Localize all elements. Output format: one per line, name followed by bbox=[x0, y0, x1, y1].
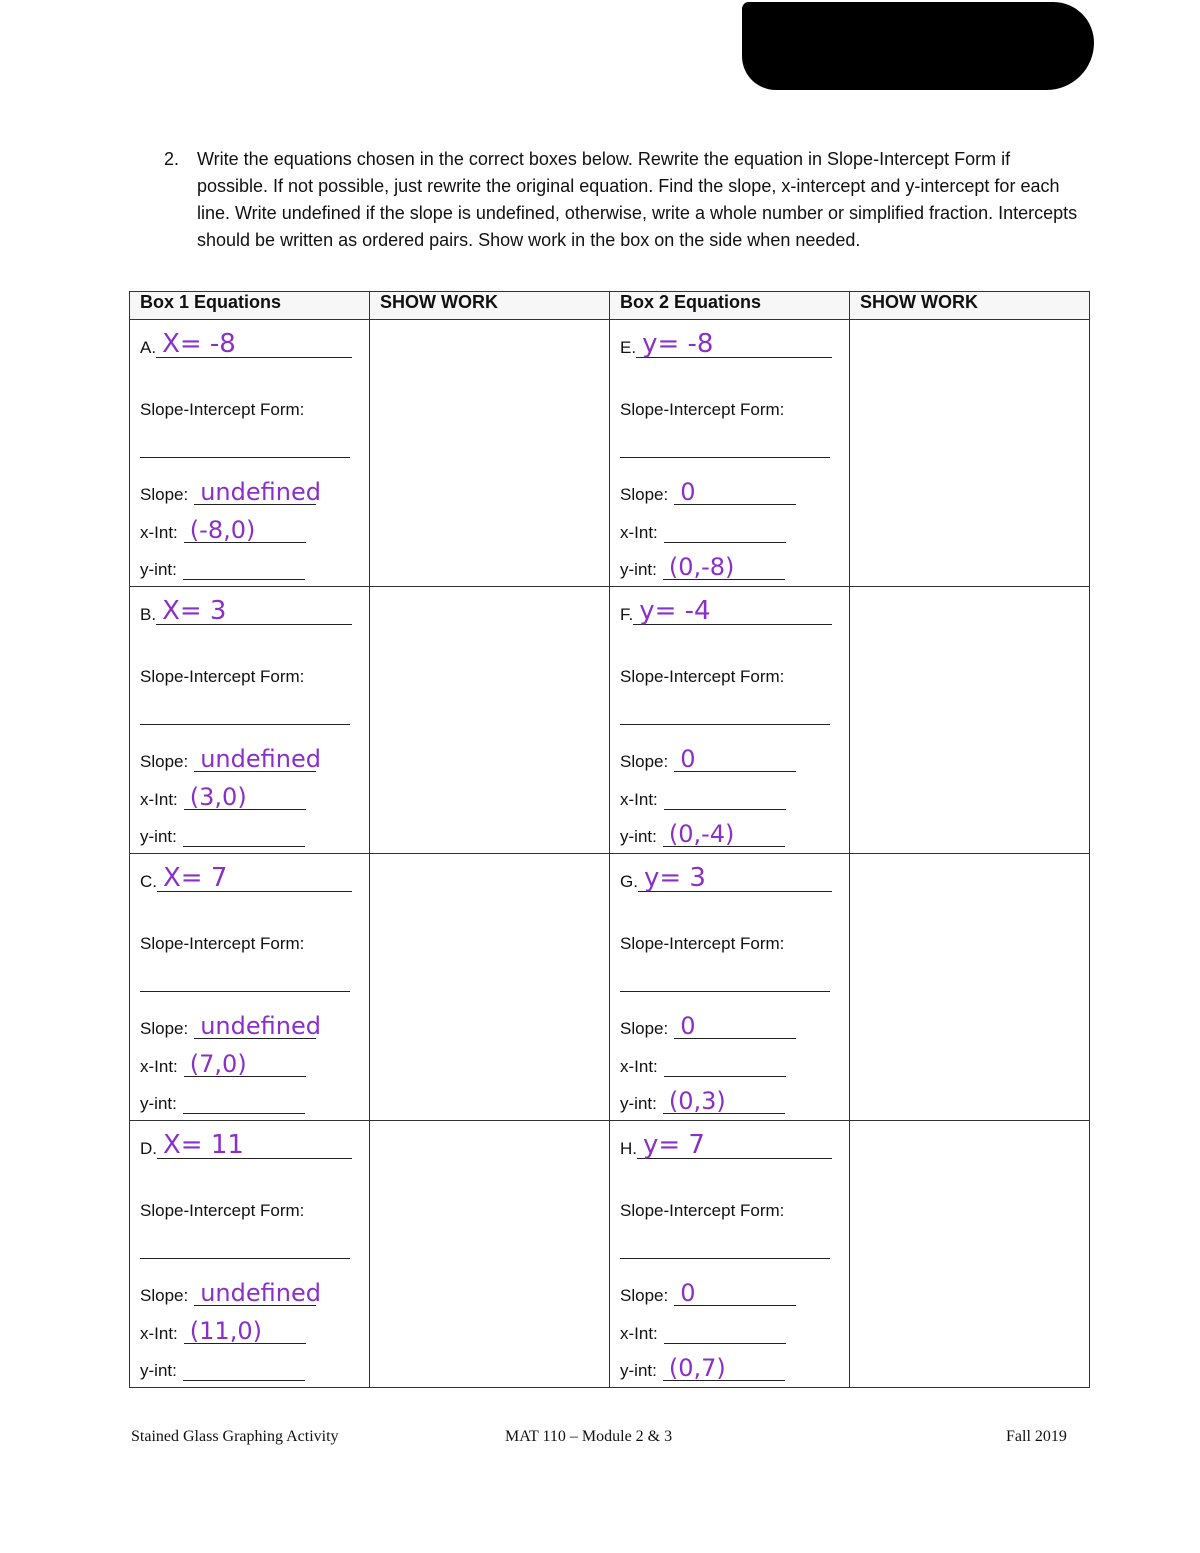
show-work-cell[interactable] bbox=[850, 1121, 1090, 1388]
xint-blank bbox=[664, 1317, 786, 1344]
equation-blank bbox=[637, 1130, 832, 1159]
yint-blank bbox=[183, 820, 305, 847]
xint-field bbox=[620, 1317, 786, 1344]
equation-blank bbox=[638, 863, 832, 892]
handwritten-slope: 0 bbox=[680, 1279, 696, 1307]
slope-intercept-blank bbox=[140, 724, 350, 725]
slope-label: Slope: bbox=[140, 1019, 189, 1038]
xint-field bbox=[620, 516, 786, 543]
box1-cell bbox=[130, 320, 370, 587]
yint-label: y-int: bbox=[140, 827, 177, 846]
handwritten-xint: (11,0) bbox=[189, 1317, 262, 1345]
question-number: 2. bbox=[164, 149, 180, 169]
yint-field bbox=[140, 553, 305, 580]
slope-label: Slope: bbox=[620, 752, 669, 771]
xint-label: x-Int: bbox=[140, 523, 178, 542]
equation-blank bbox=[156, 596, 352, 625]
slope-blank bbox=[194, 478, 321, 506]
slope-intercept-label: Slope-Intercept Form: bbox=[140, 400, 305, 419]
slope-intercept-label: Slope-Intercept Form: bbox=[140, 667, 305, 686]
header-box2: Box 2 Equations bbox=[610, 292, 850, 320]
table-row bbox=[130, 587, 1090, 854]
slope-blank bbox=[674, 745, 796, 772]
slope-intercept-label: Slope-Intercept Form: bbox=[140, 934, 305, 953]
slope-label: Slope: bbox=[620, 1019, 669, 1038]
xint-blank bbox=[184, 783, 306, 810]
handwritten-xint: (3,0) bbox=[189, 783, 247, 811]
xint-label: x-Int: bbox=[620, 790, 658, 809]
slope-intercept-blank bbox=[140, 457, 350, 458]
yint-label: y-int: bbox=[620, 1094, 657, 1113]
handwritten-equation: X= 7 bbox=[163, 863, 228, 893]
slope-field bbox=[140, 1012, 321, 1040]
handwritten-slope: undefined bbox=[200, 1279, 321, 1307]
yint-field bbox=[620, 1087, 785, 1114]
slope-intercept-label: Slope-Intercept Form: bbox=[140, 1201, 305, 1220]
equation-letter: F. bbox=[620, 605, 634, 624]
slope-blank bbox=[674, 1012, 796, 1039]
xint-field bbox=[140, 516, 306, 543]
yint-field bbox=[620, 1354, 785, 1381]
header-work2: SHOW WORK bbox=[850, 292, 1090, 320]
equation-cell bbox=[130, 1121, 369, 1387]
show-work-cell[interactable] bbox=[850, 587, 1090, 854]
equation-letter: G. bbox=[620, 872, 638, 891]
xint-blank bbox=[664, 783, 786, 810]
slope-intercept-label: Slope-Intercept Form: bbox=[620, 934, 785, 953]
table-row bbox=[130, 854, 1090, 1121]
xint-field bbox=[620, 783, 786, 810]
handwritten-equation: y= 3 bbox=[643, 863, 706, 893]
equation-letter: A. bbox=[140, 338, 157, 357]
equation-cell bbox=[610, 587, 849, 853]
equation-line bbox=[140, 862, 352, 892]
header-box1: Box 1 Equations bbox=[130, 292, 370, 320]
handwritten-yint: (0,-8) bbox=[668, 553, 735, 581]
handwritten-slope: 0 bbox=[680, 1012, 696, 1040]
box2-cell bbox=[610, 320, 850, 587]
handwritten-xint: (7,0) bbox=[189, 1050, 247, 1078]
handwritten-equation: y= -4 bbox=[639, 596, 711, 626]
slope-intercept-label: Slope-Intercept Form: bbox=[620, 667, 785, 686]
xint-label: x-Int: bbox=[140, 1057, 178, 1076]
yint-label: y-int: bbox=[620, 1361, 657, 1380]
yint-label: y-int: bbox=[140, 1094, 177, 1113]
xint-field bbox=[620, 1050, 786, 1077]
slope-label: Slope: bbox=[140, 485, 189, 504]
handwritten-equation: X= 3 bbox=[162, 596, 227, 626]
xint-label: x-Int: bbox=[140, 790, 178, 809]
handwritten-yint: (0,3) bbox=[668, 1087, 726, 1115]
equation-cell bbox=[610, 1121, 849, 1387]
equation-line bbox=[140, 1129, 352, 1159]
slope-label: Slope: bbox=[620, 1286, 669, 1305]
equation-blank bbox=[636, 329, 832, 358]
show-work-cell[interactable] bbox=[370, 1121, 610, 1388]
box2-cell bbox=[610, 854, 850, 1121]
slope-field bbox=[140, 478, 321, 506]
xint-field bbox=[140, 783, 306, 810]
slope-label: Slope: bbox=[140, 752, 189, 771]
handwritten-slope: undefined bbox=[200, 478, 321, 506]
slope-intercept-blank bbox=[620, 991, 830, 992]
table-row bbox=[130, 1121, 1090, 1388]
xint-field bbox=[140, 1050, 306, 1077]
slope-intercept-blank bbox=[140, 1258, 350, 1259]
handwritten-yint: (0,-4) bbox=[668, 820, 735, 848]
equation-cell bbox=[610, 854, 849, 1120]
footer-course: MAT 110 – Module 2 & 3 bbox=[505, 1428, 673, 1445]
instructions bbox=[164, 146, 1084, 254]
handwritten-equation: y= 7 bbox=[643, 1130, 705, 1160]
yint-field bbox=[620, 553, 785, 580]
handwritten-slope: 0 bbox=[680, 478, 696, 506]
show-work-cell[interactable] bbox=[370, 587, 610, 854]
header-work1: SHOW WORK bbox=[370, 292, 610, 320]
slope-field bbox=[140, 745, 321, 773]
footer-term: Fall 2019 bbox=[1006, 1428, 1067, 1445]
yint-field bbox=[140, 1354, 305, 1381]
slope-field bbox=[620, 1012, 796, 1039]
equation-line bbox=[140, 328, 352, 358]
show-work-cell[interactable] bbox=[850, 854, 1090, 1121]
slope-intercept-blank bbox=[620, 457, 830, 458]
slope-label: Slope: bbox=[140, 1286, 189, 1305]
equation-line bbox=[140, 595, 352, 625]
yint-blank bbox=[663, 1354, 785, 1381]
slope-field bbox=[620, 1279, 796, 1306]
equation-letter: D. bbox=[140, 1139, 157, 1158]
yint-blank bbox=[663, 1087, 785, 1114]
handwritten-slope: undefined bbox=[200, 745, 321, 773]
slope-intercept-label: Slope-Intercept Form: bbox=[620, 400, 785, 419]
equation-cell bbox=[130, 587, 369, 853]
slope-blank bbox=[674, 478, 796, 505]
yint-blank bbox=[183, 1354, 305, 1381]
yint-blank bbox=[183, 1087, 305, 1114]
equation-blank bbox=[157, 863, 352, 892]
xint-label: x-Int: bbox=[620, 523, 658, 542]
equation-line bbox=[620, 1129, 832, 1159]
handwritten-xint: (-8,0) bbox=[189, 516, 256, 544]
equation-cell bbox=[130, 320, 369, 586]
equation-line bbox=[620, 862, 832, 892]
equation-letter: B. bbox=[140, 605, 157, 624]
yint-label: y-int: bbox=[620, 560, 657, 579]
equation-line bbox=[620, 595, 832, 625]
handwritten-slope: undefined bbox=[200, 1012, 321, 1040]
equation-cell bbox=[610, 320, 849, 586]
instructions-text: Write the equations chosen in the correct boxes below. Rewrite the equation in Slope-Intercept Form if possible. If not possible, just rewrite the original equation. Find the slope, x-intercept and y-intercept for each line. Write undefined if the slope is undefined, otherwise, write a whole number or simplified fraction. Intercepts should be written as ordered pairs. Show work in the box on the side when needed. bbox=[197, 149, 1078, 250]
xint-label: x-Int: bbox=[140, 1324, 178, 1343]
equation-letter: E. bbox=[620, 338, 637, 357]
xint-label: x-Int: bbox=[620, 1324, 658, 1343]
handwritten-equation: X= 11 bbox=[163, 1130, 244, 1160]
yint-field bbox=[140, 820, 305, 847]
slope-intercept-blank bbox=[620, 724, 830, 725]
xint-label: x-Int: bbox=[620, 1057, 658, 1076]
handwritten-yint: (0,7) bbox=[668, 1354, 726, 1382]
slope-field bbox=[140, 1279, 321, 1307]
xint-blank bbox=[184, 516, 306, 543]
equation-letter: C. bbox=[140, 872, 157, 891]
slope-label: Slope: bbox=[620, 485, 669, 504]
box1-cell bbox=[130, 854, 370, 1121]
table-row bbox=[130, 320, 1090, 587]
slope-intercept-blank bbox=[620, 1258, 830, 1259]
equation-cell bbox=[130, 854, 369, 1120]
slope-blank bbox=[674, 1279, 796, 1306]
slope-intercept-blank bbox=[140, 991, 350, 992]
show-work-cell[interactable] bbox=[370, 854, 610, 1121]
box1-cell bbox=[130, 587, 370, 854]
yint-blank bbox=[663, 820, 785, 847]
slope-blank bbox=[194, 1012, 321, 1040]
box1-cell bbox=[130, 1121, 370, 1388]
slope-blank bbox=[194, 1279, 321, 1307]
worksheet-table bbox=[129, 291, 1090, 1388]
equation-letter: H. bbox=[620, 1139, 637, 1158]
slope-blank bbox=[194, 745, 321, 773]
equation-blank bbox=[157, 1130, 352, 1159]
equation-blank bbox=[633, 596, 832, 625]
equation-blank bbox=[156, 329, 352, 358]
xint-field bbox=[140, 1317, 306, 1344]
redaction-mark bbox=[742, 2, 1094, 90]
slope-field bbox=[620, 745, 796, 772]
table-header-row bbox=[130, 292, 1090, 320]
yint-label: y-int: bbox=[140, 1361, 177, 1380]
xint-blank bbox=[664, 516, 786, 543]
handwritten-slope: 0 bbox=[680, 745, 696, 773]
equation-line bbox=[620, 328, 832, 358]
box2-cell bbox=[610, 1121, 850, 1388]
handwritten-equation: y= -8 bbox=[642, 329, 714, 359]
slope-field bbox=[620, 478, 796, 505]
yint-label: y-int: bbox=[620, 827, 657, 846]
yint-field bbox=[620, 820, 785, 847]
show-work-cell[interactable] bbox=[370, 320, 610, 587]
handwritten-equation: X= -8 bbox=[162, 329, 236, 359]
xint-blank bbox=[184, 1317, 306, 1344]
yint-blank bbox=[183, 553, 305, 580]
footer-title: Stained Glass Graphing Activity bbox=[131, 1428, 339, 1445]
box2-cell bbox=[610, 587, 850, 854]
yint-field bbox=[140, 1087, 305, 1114]
yint-label: y-int: bbox=[140, 560, 177, 579]
show-work-cell[interactable] bbox=[850, 320, 1090, 587]
xint-blank bbox=[664, 1050, 786, 1077]
yint-blank bbox=[663, 553, 785, 580]
slope-intercept-label: Slope-Intercept Form: bbox=[620, 1201, 785, 1220]
xint-blank bbox=[184, 1050, 306, 1077]
